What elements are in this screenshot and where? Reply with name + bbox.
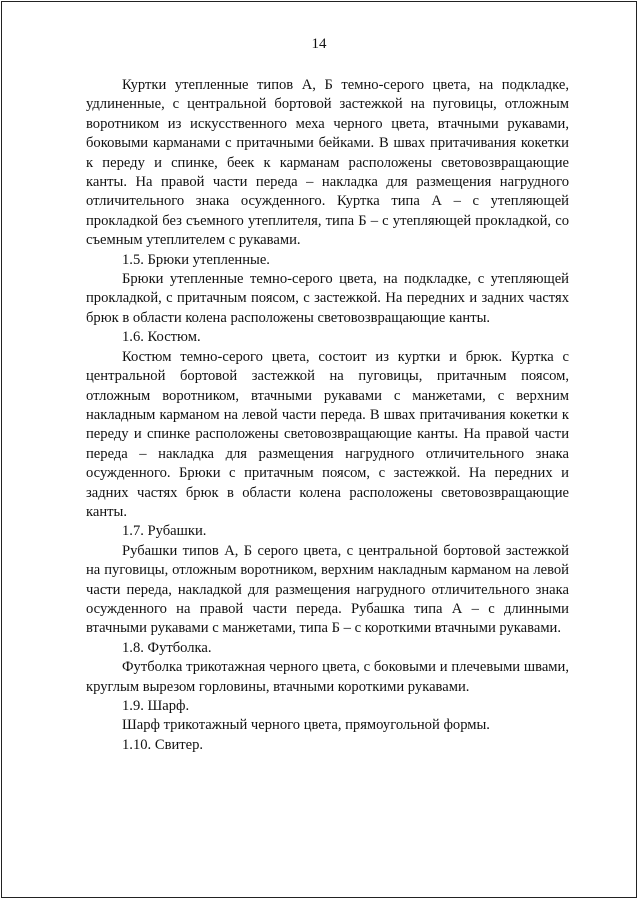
section-heading-trousers: 1.5. Брюки утепленные.: [122, 251, 270, 268]
section-heading-suit: 1.6. Костюм.: [122, 329, 201, 346]
paragraph-jackets-description: Куртки утепленные типов А, Б темно-серого цвета, на подкладке, удлиненные, с центральной бортовой застежкой на пуговицы, отложным воротником из искусственного меха черного цвета, втачными рукавами, боковыми карманами с притачными бейками. В швах притачивания кокетки к переду и спинке, беек к карманам расположены световозвращающие канты. На правой части переда – накладка для размещения нагрудного отличительного знака осужденного. Куртка типа А – с утепляющей прокладкой без съемного утеплителя, типа Б – с утепляющей прокладкой, со съемным утеплителем с рукавами.: [86, 77, 569, 249]
document-page: [1, 1, 637, 898]
section-heading-shirts: 1.7. Рубашки.: [122, 523, 207, 540]
paragraph-suit-description: Костюм темно-серого цвета, состоит из куртки и брюк. Куртка с центральной бортовой застежкой на пуговицы, притачным поясом, отложным воротником, втачными рукавами с манжетами, с верхним накладным карманом на левой части переда. В швах притачивания кокетки к переду и спинке расположены световозвращающие канты. На правой части переда – накладка для размещения нагрудного отличительного знака осужденного. Брюки с притачным поясом, с застежкой. На передних и задних частях брюк в области колена расположены световозвращающие канты.: [86, 348, 569, 520]
paragraph-trousers-description: Брюки утепленные темно-серого цвета, на подкладке, с утепляющей прокладкой, с притачным поясом, с застежкой. На передних и задних частях брюк в области колена расположены световозвращающие канты.: [86, 271, 569, 326]
section-heading-sweater: 1.10. Свитер.: [122, 736, 204, 753]
page-number: 14: [311, 36, 327, 52]
section-heading-tshirt: 1.8. Футболка.: [122, 639, 212, 656]
document-body: [86, 76, 569, 755]
paragraph-scarf-description: Шарф трикотажный черного цвета, прямоугольной формы.: [122, 717, 490, 734]
paragraph-tshirt-description: Футболка трикотажная черного цвета, с боковыми и плечевыми швами, круглым вырезом горловины, втачными короткими рукавами.: [86, 659, 569, 695]
section-heading-scarf: 1.9. Шарф.: [122, 698, 190, 714]
paragraph-shirts-description: Рубашки типов А, Б серого цвета, с центральной бортовой застежкой на пуговицы, отложным воротником, верхним накладным карманом на левой части переда, накладкой для размещения нагрудного отличительного знака осужденного на правой части переда. Рубашка типа А – с длинными втачными рукавами с манжетами, типа Б – с короткими втачными рукавами.: [86, 542, 569, 637]
